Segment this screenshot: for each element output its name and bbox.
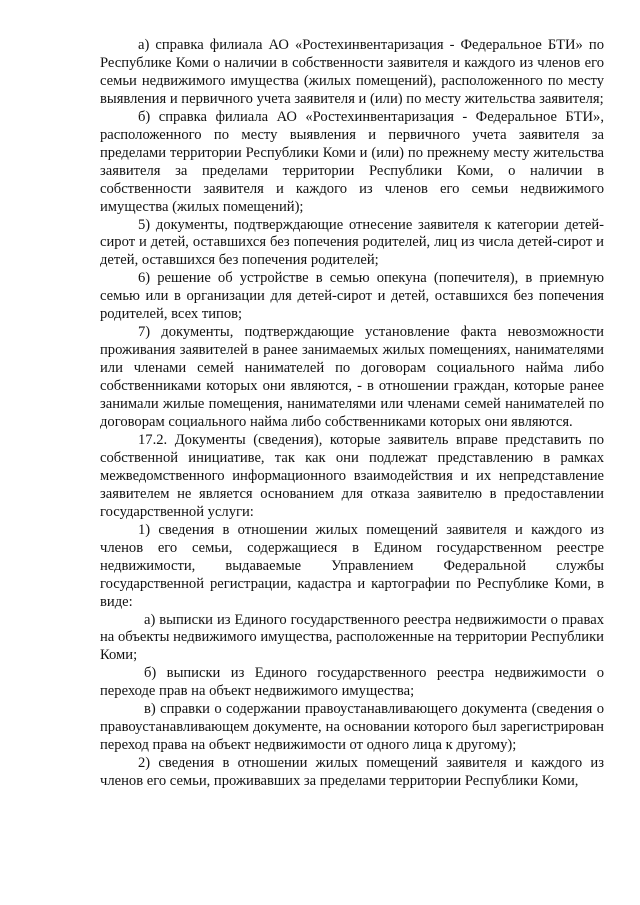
document-body <box>100 37 604 791</box>
paragraph-subitem-a-registry-extract: а) выписки из Единого государственного реестра недвижимости о правах на объекты недвижимого имущества, расположенные на территории Республики Коми; <box>100 611 604 664</box>
paragraph-section-17-2: 17.2. Документы (сведения), которые заявитель вправе представить по собственной инициативе, так как они подлежат представлению в рамках межведомственного информационного взаимодействия и их непредставление заявителем не является основанием для отказа заявителю в предоставлении государственной услуги: <box>100 431 604 520</box>
paragraph-item-5-orphan-status: 5) документы, подтверждающие отнесение заявителя к категории детей-сирот и детей, оставшихся без попечения родителей, лиц из числа детей-сирот и детей, оставшихся без попечения родителей; <box>100 216 604 269</box>
paragraph-item-a-bti-komi: а) справка филиала АО «Ростехинвентаризация - Федеральное БТИ» по Республике Коми о наличии в собственности заявителя и каждого из членов его семьи недвижимого имущества (жилых помещений), расположенного по месту выявления и первичного учета заявителя и (или) по месту жительства заявителя; <box>100 37 604 107</box>
paragraph-subitem-b-transfer-extract: б) выписки из Единого государственного реестра недвижимости о переходе прав на объект недвижимого имущества; <box>100 665 604 700</box>
paragraph-subitem-v-title-document: в) справки о содержании правоустанавливающего документа (сведения о правоустанавливающем документе, на основании которого был зарегистрирован переход права на объект недвижимости от одного лица к другому); <box>100 701 604 754</box>
paragraph-item-1-registry-info: 1) сведения в отношении жилых помещений заявителя и каждого из членов его семьи, содержащиеся в Едином государственном реестре недвижимости, выдаваемые Управлением Федеральной службы государственной регистрации, кадастра и картографии по Республике Коми, в виде: <box>100 521 604 610</box>
paragraph-item-2-outside-komi: 2) сведения в отношении жилых помещений заявителя и каждого из членов его семьи, проживавших за пределами территории Республики Коми, <box>100 755 604 790</box>
paragraph-item-b-bti-outside: б) справка филиала АО «Ростехинвентаризация - Федеральное БТИ», расположенного по месту выявления и первичного учета заявителя за пределами территории Республики Коми и (или) по прежнему месту жительства заявителя за пределами территории Республики Коми, о наличии в собственности заявителя и каждого из членов его семьи недвижимого имущества (жилых помещений); <box>100 108 604 215</box>
paragraph-item-7-impossibility: 7) документы, подтверждающие установление факта невозможности проживания заявителей в ранее занимаемых жилых помещениях, нанимателями или членами семей нанимателей по договорам социального найма либо собственниками которых они являются, - в отношении граждан, которые ранее занимали жилые помещения, нанимателями или членами семей нанимателей по договорам социального найма либо собственниками которых они являются. <box>100 324 604 431</box>
paragraph-item-6-guardian-decision: 6) решение об устройстве в семью опекуна (попечителя), в приемную семью или в организации для детей-сирот и детей, оставшихся без попечения родителей, всех типов; <box>100 270 604 323</box>
